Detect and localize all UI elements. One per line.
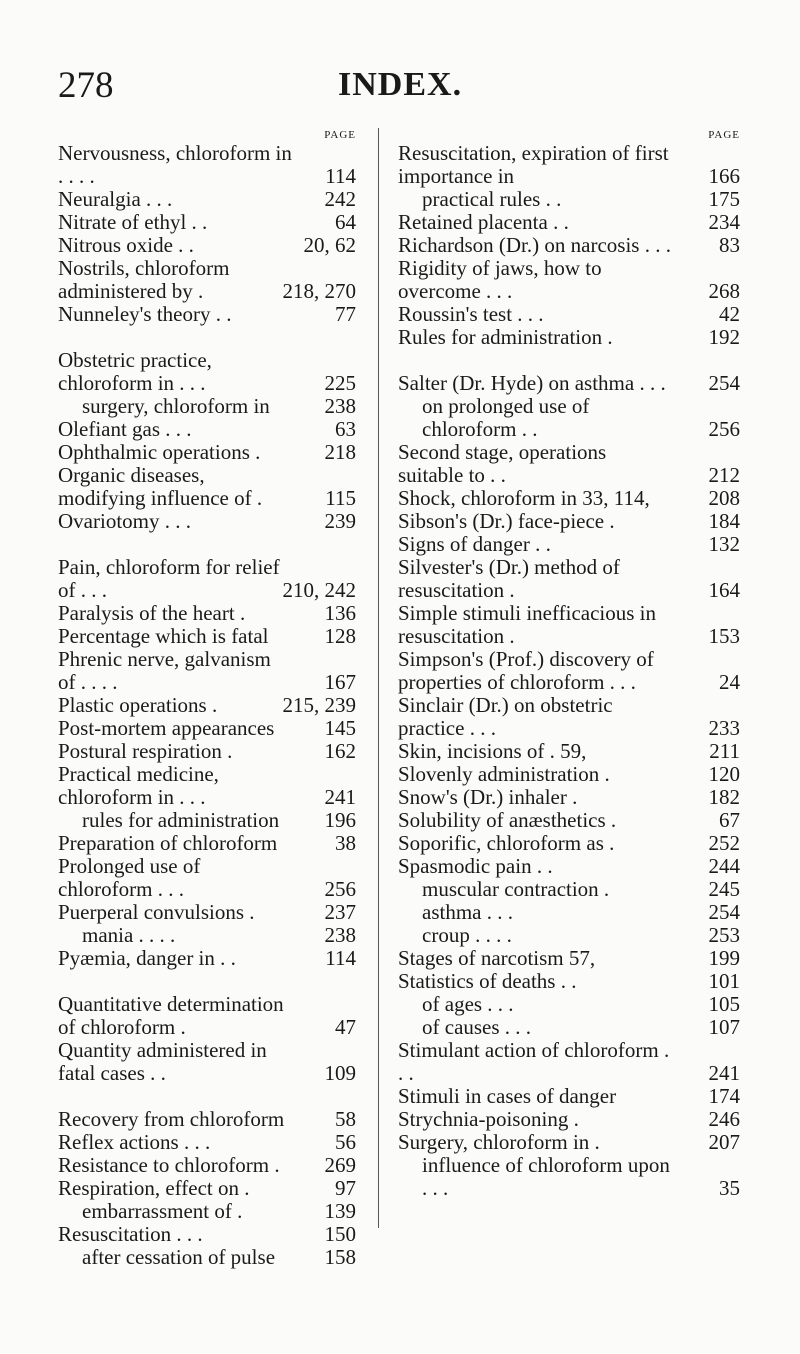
entry-page: 269: [324, 1153, 356, 1177]
index-entry: [398, 878, 740, 901]
entry-text: Resistance to chloroform .: [58, 1153, 280, 1177]
index-entry: [58, 901, 356, 924]
index-entry: [58, 257, 356, 303]
index-entry: [398, 832, 740, 855]
index-entry: [398, 740, 740, 763]
entry-text: of causes . . .: [422, 1015, 532, 1039]
index-entry: [398, 786, 740, 809]
index-entry: [58, 234, 356, 257]
index-entry: [58, 648, 356, 694]
entry-text: Preparation of chloroform: [58, 831, 278, 855]
index-entry: [58, 188, 356, 211]
index-entry: [58, 602, 356, 625]
entry-text: influence of chloroform upon . . .: [422, 1153, 670, 1200]
index-entry: [398, 257, 740, 303]
entry-text: Resuscitation . . .: [58, 1222, 203, 1246]
entry-page: 64: [335, 210, 356, 234]
entry-text: asthma . . .: [422, 900, 513, 924]
entry-page: 139: [324, 1199, 356, 1223]
entry-text: Nitrous oxide . .: [58, 233, 194, 257]
entry-page: 128: [324, 624, 356, 648]
entry-text: Second stage, operations suitable to . .: [398, 440, 607, 487]
entry-page: 254: [708, 900, 740, 924]
index-entry: [398, 855, 740, 878]
entry-page: 218, 270: [282, 279, 356, 303]
index-entry: [398, 1108, 740, 1131]
entry-page: 63: [335, 417, 356, 441]
entry-page: 252: [708, 831, 740, 855]
page-column-label: PAGE: [324, 129, 356, 141]
entry-text: Resuscitation, expiration of first importance in: [398, 141, 669, 188]
index-entry: [398, 303, 740, 326]
entry-text: Organic diseases, modifying influence of .: [58, 463, 263, 510]
entry-text: muscular contraction .: [422, 877, 610, 901]
entry-text: Snow's (Dr.) inhaler .: [398, 785, 578, 809]
entry-text: Salter (Dr. Hyde) on asthma . . .: [398, 371, 666, 395]
index-entry: [398, 188, 740, 211]
entry-page: 238: [324, 923, 356, 947]
entry-text: Richardson (Dr.) on narcosis . . .: [398, 233, 671, 257]
entry-page: 241: [324, 785, 356, 809]
entry-page: 83: [719, 233, 740, 257]
section-gap: [398, 349, 740, 372]
entry-text: Roussin's test . . .: [398, 302, 544, 326]
index-entry: [398, 211, 740, 234]
index-entry: [58, 809, 356, 832]
index-entry: [398, 1085, 740, 1108]
entry-text: Spasmodic pain . .: [398, 854, 553, 878]
entry-text: Skin, incisions of . 59,: [398, 739, 587, 763]
entry-page: 114: [325, 946, 356, 970]
entry-text: Percentage which is fatal: [58, 624, 269, 648]
entry-text: Nitrate of ethyl . .: [58, 210, 208, 234]
entry-page: 132: [708, 532, 740, 556]
index-entry: [58, 1246, 356, 1269]
entry-text: Sinclair (Dr.) on obstetric practice . . .: [398, 693, 613, 740]
index-entry: [398, 901, 740, 924]
entry-page: 114: [325, 164, 356, 188]
entry-text: Neuralgia . . .: [58, 187, 173, 211]
index-entry: [58, 1039, 356, 1085]
entry-page: 192: [708, 325, 740, 349]
index-entry: [58, 395, 356, 418]
entry-text: Obstetric practice, chloroform in . . .: [58, 348, 212, 395]
entry-text: after cessation of pulse: [82, 1245, 276, 1269]
index-entry: [58, 1131, 356, 1154]
index-entry: [58, 763, 356, 809]
index-entry: [58, 855, 356, 901]
entry-text: Ovariotomy . . .: [58, 509, 191, 533]
entry-text: Rules for administration .: [398, 325, 613, 349]
entry-text: Surgery, chloroform in .: [398, 1130, 600, 1154]
index-entry: [398, 602, 740, 648]
column-divider: [378, 128, 379, 1228]
entry-page: 238: [324, 394, 356, 418]
entry-page: 244: [708, 854, 740, 878]
entry-page: 242: [324, 187, 356, 211]
entry-page: 239: [324, 509, 356, 533]
entry-text: Sibson's (Dr.) face-piece .: [398, 509, 615, 533]
index-entry: [58, 1200, 356, 1223]
index-entry: [398, 694, 740, 740]
index-column-left: [58, 128, 356, 1269]
index-entry: [58, 441, 356, 464]
entry-page: 245: [708, 877, 740, 901]
entry-page: 175: [708, 187, 740, 211]
entry-text: of ages . . .: [422, 992, 514, 1016]
entry-text: Plastic operations .: [58, 693, 218, 717]
entry-text: Nostrils, chloroform administered by .: [58, 256, 230, 303]
entry-text: Quantity administered in fatal cases . .: [58, 1038, 267, 1085]
index-entry: [58, 993, 356, 1039]
entry-page: 166: [708, 164, 740, 188]
index-entry: [398, 924, 740, 947]
entry-page: 237: [324, 900, 356, 924]
entry-page: 184: [708, 509, 740, 533]
entry-page: 158: [324, 1245, 356, 1269]
section-gap: [58, 1085, 356, 1108]
entry-text: Statistics of deaths . .: [398, 969, 577, 993]
entry-text: Stimuli in cases of danger: [398, 1084, 617, 1108]
index-entry: [58, 556, 356, 602]
entry-page: 253: [708, 923, 740, 947]
entry-text: Puerperal convulsions .: [58, 900, 255, 924]
entry-text: Stages of narcotism 57,: [398, 946, 596, 970]
entry-page: 182: [708, 785, 740, 809]
entry-page: 153: [708, 624, 740, 648]
entry-text: rules for administration: [82, 808, 280, 832]
entry-page: 268: [708, 279, 740, 303]
entry-text: Ophthalmic operations .: [58, 440, 261, 464]
entry-text: surgery, chloroform in: [82, 394, 270, 418]
index-entry: [58, 694, 356, 717]
index-entry: [398, 395, 740, 441]
entry-page: 145: [324, 716, 356, 740]
entry-page: 256: [708, 417, 740, 441]
index-entry: [58, 1177, 356, 1200]
index-entry: [58, 717, 356, 740]
entry-text: Phrenic nerve, galvanism of . . . .: [58, 647, 271, 694]
index-entry: [58, 464, 356, 510]
entry-text: embarrassment of .: [82, 1199, 243, 1223]
entry-page: 107: [708, 1015, 740, 1039]
index-entry: [58, 142, 356, 188]
index-entry: [398, 648, 740, 694]
entry-text: Simple stimuli inefficacious in resuscitation .: [398, 601, 656, 648]
entry-text: Simpson's (Prof.) discovery of properties of chloroform . . .: [398, 647, 654, 694]
index-entry: [398, 1131, 740, 1154]
entry-page: 58: [335, 1107, 356, 1131]
entry-page: 150: [324, 1222, 356, 1246]
entry-page: 24: [719, 670, 740, 694]
section-gap: [58, 326, 356, 349]
index-entry: [58, 740, 356, 763]
entry-text: Pyæmia, danger in . .: [58, 946, 236, 970]
entry-page: 42: [719, 302, 740, 326]
entry-page: 196: [324, 808, 356, 832]
page-title: INDEX.: [338, 66, 463, 103]
entry-text: Soporific, chloroform as .: [398, 831, 615, 855]
entry-text: Nunneley's theory . .: [58, 302, 232, 326]
entry-page: 234: [708, 210, 740, 234]
index-entry: [58, 510, 356, 533]
entry-page: 208: [708, 486, 740, 510]
entry-page: 162: [324, 739, 356, 763]
entry-text: Signs of danger . .: [398, 532, 551, 556]
entry-text: Paralysis of the heart .: [58, 601, 246, 625]
index-entry: [398, 510, 740, 533]
index-entry: [398, 533, 740, 556]
index-entry: [398, 441, 740, 487]
entry-text: Practical medicine, chloroform in . . .: [58, 762, 219, 809]
index-entry: [58, 1154, 356, 1177]
index-entry: [58, 303, 356, 326]
entry-text: Solubility of anæsthetics .: [398, 808, 617, 832]
index-entry: [58, 832, 356, 855]
entry-page: 101: [708, 969, 740, 993]
entry-page: 199: [708, 946, 740, 970]
entry-text: Slovenly administration .: [398, 762, 610, 786]
entry-text: practical rules . .: [422, 187, 562, 211]
entry-text: Reflex actions . . .: [58, 1130, 211, 1154]
entry-page: 218: [324, 440, 356, 464]
index-entry: [58, 211, 356, 234]
entry-text: Stimulant action of chloroform . . .: [398, 1038, 670, 1085]
entry-text: Strychnia-poisoning .: [398, 1107, 579, 1131]
entry-page: 254: [708, 371, 740, 395]
index-entry: [58, 418, 356, 441]
entry-page: 167: [324, 670, 356, 694]
index-entry: [398, 763, 740, 786]
entry-page: 225: [324, 371, 356, 395]
entry-text: Quantitative determination of chloroform .: [58, 992, 284, 1039]
entry-page: 233: [708, 716, 740, 740]
index-column-right: [398, 128, 740, 1200]
entry-text: Recovery from chloroform: [58, 1107, 285, 1131]
index-entry: [398, 993, 740, 1016]
entry-page: 136: [324, 601, 356, 625]
entry-page: 77: [335, 302, 356, 326]
entry-text: Postural respiration .: [58, 739, 233, 763]
entry-page: 256: [324, 877, 356, 901]
entry-page: 211: [709, 739, 740, 763]
entry-page: 115: [325, 486, 356, 510]
entry-text: on prolonged use of chloroform . .: [422, 394, 590, 441]
entry-page: 215, 239: [282, 693, 356, 717]
page-number: 278: [58, 65, 114, 106]
index-entry: [58, 1108, 356, 1131]
index-entry: [398, 1039, 740, 1085]
entry-text: Retained placenta . .: [398, 210, 569, 234]
index-entry: [398, 1016, 740, 1039]
index-entry: [398, 947, 740, 970]
section-gap: [58, 970, 356, 993]
page-column-label: PAGE: [708, 129, 740, 141]
entry-page: 212: [708, 463, 740, 487]
entry-page: 38: [335, 831, 356, 855]
entry-text: Olefiant gas . . .: [58, 417, 192, 441]
entry-page: 35: [719, 1176, 740, 1200]
index-entry: [58, 1223, 356, 1246]
entry-text: croup . . . .: [422, 923, 512, 947]
index-entry: [58, 625, 356, 648]
entry-page: 97: [335, 1176, 356, 1200]
index-entry: [58, 947, 356, 970]
index-entry: [58, 349, 356, 395]
index-entry: [398, 809, 740, 832]
index-entry: [398, 326, 740, 349]
entry-text: Prolonged use of chloroform . . .: [58, 854, 201, 901]
index-entry: [398, 1154, 740, 1200]
index-entry: [398, 142, 740, 188]
index-entry: [58, 924, 356, 947]
entry-page: 109: [324, 1061, 356, 1085]
entry-page: 246: [708, 1107, 740, 1131]
entry-page: 20, 62: [303, 233, 356, 257]
index-entry: [398, 372, 740, 395]
entry-page: 210, 242: [282, 578, 356, 602]
entry-page: 174: [708, 1084, 740, 1108]
entry-page: 47: [335, 1015, 356, 1039]
entry-page: 164: [708, 578, 740, 602]
entry-page: 105: [708, 992, 740, 1016]
entry-page: 67: [719, 808, 740, 832]
page-header: [0, 64, 800, 110]
entry-page: 120: [708, 762, 740, 786]
entry-page: 241: [708, 1061, 740, 1085]
entry-page: 56: [335, 1130, 356, 1154]
entry-text: mania . . . .: [82, 923, 176, 947]
entry-text: Respiration, effect on .: [58, 1176, 250, 1200]
entry-text: Nervousness, chloroform in . . . .: [58, 141, 292, 188]
entry-text: Shock, chloroform in 33, 114,: [398, 486, 650, 510]
entry-text: Pain, chloroform for relief of . . .: [58, 555, 280, 602]
entry-text: Post-mortem appearances: [58, 716, 275, 740]
index-entry: [398, 556, 740, 602]
index-entry: [398, 487, 740, 510]
index-entry: [398, 234, 740, 257]
section-gap: [58, 533, 356, 556]
entry-text: Rigidity of jaws, how to overcome . . .: [398, 256, 602, 303]
entry-text: Silvester's (Dr.) method of resuscitation .: [398, 555, 620, 602]
entry-page: 207: [708, 1130, 740, 1154]
index-entry: [398, 970, 740, 993]
